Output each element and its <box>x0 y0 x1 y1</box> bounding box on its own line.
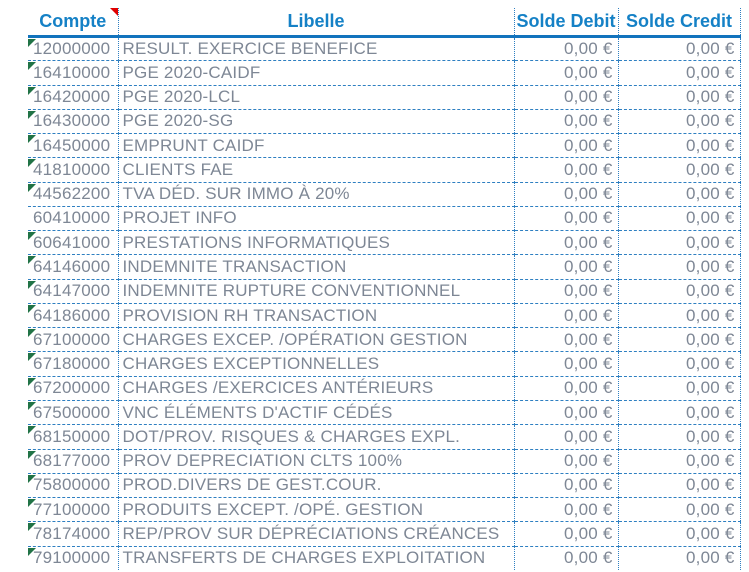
cell-compte[interactable] <box>28 37 118 61</box>
column-header-libelle[interactable] <box>118 8 514 37</box>
cell-compte[interactable] <box>28 158 118 182</box>
column-header-solde-credit-label: Solde Credit <box>625 11 732 31</box>
error-indicator-icon <box>28 548 36 556</box>
compte-value: 75800000 <box>33 475 111 495</box>
error-indicator-icon <box>28 281 36 289</box>
table-row <box>28 303 740 327</box>
column-header-libelle-label: Libelle <box>287 11 345 31</box>
cell-solde-credit[interactable]: 0,00 € <box>618 522 740 546</box>
error-indicator-icon <box>28 62 36 70</box>
cell-solde-debit[interactable]: 0,00 € <box>514 400 618 424</box>
compte-value: 60641000 <box>33 232 111 252</box>
error-indicator-icon <box>28 232 36 240</box>
cell-solde-debit[interactable]: 0,00 € <box>514 134 618 158</box>
cell-compte[interactable] <box>28 473 118 497</box>
cell-solde-credit[interactable]: 0,00 € <box>618 400 740 424</box>
error-indicator-icon <box>28 402 36 410</box>
error-indicator-icon <box>28 451 36 459</box>
cell-compte[interactable] <box>28 400 118 424</box>
cell-libelle[interactable]: CHARGES /EXERCICES ANTÉRIEURS <box>118 376 514 400</box>
error-indicator-icon <box>28 475 36 483</box>
cell-solde-debit[interactable]: 0,00 € <box>514 376 618 400</box>
error-indicator-icon <box>28 426 36 434</box>
cell-libelle[interactable]: CHARGES EXCEP. /OPÉRATION GESTION <box>118 328 514 352</box>
table-row <box>28 61 740 85</box>
table-row <box>28 134 740 158</box>
cell-libelle[interactable]: CHARGES EXCEPTIONNELLES <box>118 352 514 376</box>
cell-compte[interactable] <box>28 206 118 230</box>
error-indicator-icon <box>28 329 36 337</box>
error-indicator-icon <box>28 39 36 47</box>
cell-compte[interactable] <box>28 279 118 303</box>
cell-compte[interactable] <box>28 522 118 546</box>
error-indicator-icon <box>28 353 36 361</box>
compte-value: 41810000 <box>33 159 111 179</box>
table-row <box>28 522 740 546</box>
table-row <box>28 425 740 449</box>
table-row <box>28 182 740 206</box>
cell-solde-debit[interactable]: 0,00 € <box>514 255 618 279</box>
cell-solde-debit[interactable]: 0,00 € <box>514 206 618 230</box>
cell-compte[interactable] <box>28 109 118 133</box>
header-row <box>28 8 740 37</box>
cell-compte[interactable] <box>28 328 118 352</box>
compte-value: 77100000 <box>33 499 111 519</box>
cell-solde-credit[interactable]: 0,00 € <box>618 182 740 206</box>
cell-libelle[interactable]: REP/PROV SUR DÉPRÉCIATIONS CRÉANCES <box>118 522 514 546</box>
cell-libelle[interactable]: RESULT. EXERCICE BENEFICE <box>118 37 514 61</box>
compte-value: 16410000 <box>33 62 111 82</box>
error-indicator-icon <box>28 378 36 386</box>
compte-value: 12000000 <box>33 39 111 59</box>
column-header-compte-label: Compte <box>39 11 107 31</box>
error-indicator-icon <box>28 256 36 264</box>
table-row <box>28 158 740 182</box>
compte-value: 16430000 <box>33 111 111 131</box>
cell-solde-credit[interactable]: 0,00 € <box>618 328 740 352</box>
cell-solde-debit[interactable]: 0,00 € <box>514 37 618 61</box>
cell-solde-debit[interactable]: 0,00 € <box>514 61 618 85</box>
compte-value: 16420000 <box>33 87 111 107</box>
cell-solde-credit[interactable]: 0,00 € <box>618 279 740 303</box>
table-row <box>28 328 740 352</box>
table-row <box>28 473 740 497</box>
cell-libelle[interactable]: TRANSFERTS DE CHARGES EXPLOITATION <box>118 546 514 570</box>
compte-value: 67100000 <box>33 329 111 349</box>
error-indicator-icon <box>28 523 36 531</box>
cell-compte[interactable] <box>28 85 118 109</box>
cell-compte[interactable] <box>28 134 118 158</box>
cell-compte[interactable] <box>28 303 118 327</box>
cell-libelle[interactable]: PROD.DIVERS DE GEST.COUR. <box>118 473 514 497</box>
cell-libelle[interactable]: PGE 2020-SG <box>118 109 514 133</box>
table-row <box>28 400 740 424</box>
cell-libelle[interactable]: PROV DEPRECIATION CLTS 100% <box>118 449 514 473</box>
error-indicator-icon <box>28 135 36 143</box>
cell-compte[interactable] <box>28 449 118 473</box>
cell-solde-debit[interactable]: 0,00 € <box>514 109 618 133</box>
cell-compte[interactable] <box>28 182 118 206</box>
cell-libelle[interactable]: INDEMNITE RUPTURE CONVENTIONNEL <box>118 279 514 303</box>
accounts-balance-table <box>28 8 741 570</box>
cell-solde-credit[interactable]: 0,00 € <box>618 255 740 279</box>
compte-value: 67180000 <box>33 354 111 374</box>
compte-value: 67200000 <box>33 378 111 398</box>
table-row <box>28 376 740 400</box>
cell-libelle[interactable]: VNC ÉLÉMENTS D'ACTIF CÉDÉS <box>118 400 514 424</box>
compte-value: 60410000 <box>33 208 111 228</box>
table-row <box>28 37 740 61</box>
cell-compte[interactable] <box>28 546 118 570</box>
compte-value: 44562200 <box>33 184 111 204</box>
table-row <box>28 85 740 109</box>
cell-libelle[interactable]: CLIENTS FAE <box>118 158 514 182</box>
cell-compte[interactable] <box>28 61 118 85</box>
cell-solde-debit[interactable]: 0,00 € <box>514 352 618 376</box>
column-header-solde-credit[interactable] <box>618 8 740 37</box>
cell-solde-debit[interactable]: 0,00 € <box>514 425 618 449</box>
cell-libelle[interactable]: DOT/PROV. RISQUES & CHARGES EXPL. <box>118 425 514 449</box>
cell-solde-credit[interactable]: 0,00 € <box>618 546 740 570</box>
column-header-solde-debit[interactable] <box>514 8 618 37</box>
table-row <box>28 231 740 255</box>
error-indicator-icon <box>28 499 36 507</box>
compte-value: 68177000 <box>33 451 111 471</box>
table-row <box>28 109 740 133</box>
cell-libelle[interactable]: PRODUITS EXCEPT. /OPÉ. GESTION <box>118 498 514 522</box>
compte-value: 78174000 <box>33 523 111 543</box>
cell-solde-debit[interactable]: 0,00 € <box>514 85 618 109</box>
cell-solde-debit[interactable]: 0,00 € <box>514 158 618 182</box>
compte-value: 68150000 <box>33 426 111 446</box>
cell-libelle[interactable]: EMPRUNT CAIDF <box>118 134 514 158</box>
cell-solde-credit[interactable]: 0,00 € <box>618 352 740 376</box>
cell-solde-debit[interactable]: 0,00 € <box>514 522 618 546</box>
error-indicator-icon <box>28 87 36 95</box>
cell-solde-debit[interactable]: 0,00 € <box>514 473 618 497</box>
error-indicator-icon <box>28 184 36 192</box>
table-row <box>28 352 740 376</box>
cell-compte[interactable] <box>28 376 118 400</box>
cell-compte[interactable] <box>28 255 118 279</box>
column-header-compte[interactable] <box>28 8 118 37</box>
compte-value: 64147000 <box>33 281 111 301</box>
cell-solde-credit[interactable]: 0,00 € <box>618 85 740 109</box>
cell-solde-credit[interactable]: 0,00 € <box>618 303 740 327</box>
table-row <box>28 546 740 570</box>
cell-solde-credit[interactable]: 0,00 € <box>618 449 740 473</box>
cell-solde-credit[interactable]: 0,00 € <box>618 473 740 497</box>
cell-solde-credit[interactable]: 0,00 € <box>618 61 740 85</box>
error-indicator-icon <box>28 159 36 167</box>
table-row <box>28 449 740 473</box>
cell-solde-debit[interactable]: 0,00 € <box>514 546 618 570</box>
cell-solde-debit[interactable]: 0,00 € <box>514 449 618 473</box>
cell-compte[interactable] <box>28 352 118 376</box>
table-row <box>28 255 740 279</box>
table-row <box>28 279 740 303</box>
compte-value: 16450000 <box>33 135 111 155</box>
error-indicator-icon <box>28 111 36 119</box>
cell-libelle[interactable]: PRESTATIONS INFORMATIQUES <box>118 231 514 255</box>
cell-solde-debit[interactable]: 0,00 € <box>514 182 618 206</box>
cell-libelle[interactable]: INDEMNITE TRANSACTION <box>118 255 514 279</box>
compte-value: 67500000 <box>33 402 111 422</box>
cell-solde-debit[interactable]: 0,00 € <box>514 498 618 522</box>
cell-libelle[interactable]: PROJET INFO <box>118 206 514 230</box>
cell-solde-credit[interactable]: 0,00 € <box>618 109 740 133</box>
table-body <box>28 37 740 571</box>
cell-solde-credit[interactable]: 0,00 € <box>618 134 740 158</box>
cell-solde-debit[interactable]: 0,00 € <box>514 279 618 303</box>
comment-indicator-icon <box>110 8 118 16</box>
table-row <box>28 206 740 230</box>
cell-libelle[interactable]: PGE 2020-LCL <box>118 85 514 109</box>
cell-solde-credit[interactable]: 0,00 € <box>618 376 740 400</box>
cell-solde-debit[interactable]: 0,00 € <box>514 231 618 255</box>
cell-libelle[interactable]: PGE 2020-CAIDF <box>118 61 514 85</box>
cell-compte[interactable] <box>28 498 118 522</box>
cell-compte[interactable] <box>28 231 118 255</box>
compte-value: 64146000 <box>33 257 111 277</box>
cell-solde-debit[interactable]: 0,00 € <box>514 328 618 352</box>
cell-solde-credit[interactable]: 0,00 € <box>618 231 740 255</box>
cell-solde-credit[interactable]: 0,00 € <box>618 498 740 522</box>
cell-solde-credit[interactable]: 0,00 € <box>618 206 740 230</box>
cell-solde-debit[interactable]: 0,00 € <box>514 303 618 327</box>
cell-solde-credit[interactable]: 0,00 € <box>618 37 740 61</box>
compte-value: 64186000 <box>33 305 111 325</box>
table-row <box>28 498 740 522</box>
cell-compte[interactable] <box>28 425 118 449</box>
cell-libelle[interactable]: TVA DÉD. SUR IMMO À 20% <box>118 182 514 206</box>
cell-solde-credit[interactable]: 0,00 € <box>618 425 740 449</box>
column-header-solde-debit-label: Solde Debit <box>516 11 616 31</box>
cell-solde-credit[interactable]: 0,00 € <box>618 158 740 182</box>
compte-value: 79100000 <box>33 548 111 568</box>
cell-libelle[interactable]: PROVISION RH TRANSACTION <box>118 303 514 327</box>
error-indicator-icon <box>28 305 36 313</box>
